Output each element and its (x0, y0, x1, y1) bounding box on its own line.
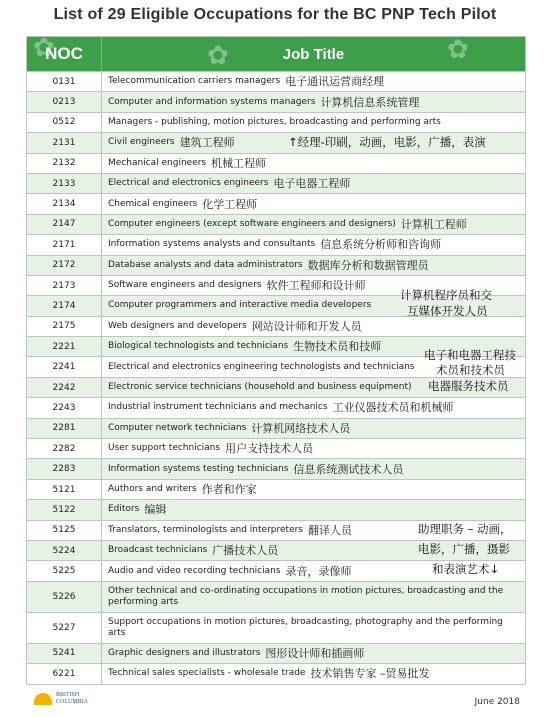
noc-code: 5224 (27, 541, 102, 560)
noc-code: 5125 (27, 521, 102, 540)
job-title-cell (102, 582, 525, 612)
job-title-en: Managers - publishing, motion pictures, broadcasting and performing arts (108, 116, 441, 127)
noc-code: 2281 (27, 419, 102, 438)
job-title-cn: 电子电器工程师 (273, 177, 351, 191)
noc-column-header: NOC (27, 37, 102, 71)
job-title-en: Computer engineers (except software engineers and designers) (108, 218, 396, 229)
job-title-cn: 网站设计师和开发人员 (251, 319, 362, 333)
job-title-en: Computer and information systems managers (108, 96, 316, 107)
table-row (27, 581, 525, 612)
job-title-en: Electrical and electronics engineering technologists and technicians (108, 361, 415, 372)
job-title-cn: 计算机网络技术人员 (251, 421, 351, 435)
job-title-en: Translators, terminologists and interpreters (108, 524, 303, 535)
job-title-cn: 化学工程师 (202, 197, 258, 211)
table-row (27, 193, 525, 213)
job-title-cn: 录音，录像师 (285, 564, 352, 578)
noc-code: 2283 (27, 459, 102, 478)
job-title-cell (102, 317, 525, 336)
table-row (27, 418, 525, 438)
job-title-cn: 数据库分析和数据管理员 (307, 258, 429, 272)
job-title-cn: 技术销售专家 –贸易批发 (310, 667, 430, 681)
job-title-en: Mechanical engineers (108, 157, 207, 168)
job-title-en: Biological technologists and technicians (108, 341, 289, 352)
table-row (27, 438, 525, 458)
table-row (27, 255, 525, 275)
job-title-cn: 编辑 (144, 503, 167, 517)
noc-code: 2243 (27, 398, 102, 417)
job-title-cn: 图形设计师和插画师 (265, 646, 365, 660)
logo-line1: BRITISH (56, 692, 80, 698)
noc-code: 2174 (27, 296, 102, 315)
job-title-cn: 广播技术人员 (212, 544, 279, 558)
job-title-cell (102, 72, 525, 91)
job-title-en: Electrical and electronics engineers (108, 178, 269, 189)
table-row (27, 71, 525, 91)
annotation-5226-line1: 助理职务 – 动画， (418, 522, 512, 536)
job-title-en: Civil engineers (108, 137, 175, 148)
annotation-2174-line1: 计算机程序员和交 (400, 288, 492, 302)
noc-code: 5122 (27, 500, 102, 519)
job-title-cell (102, 154, 525, 173)
job-title-cn: 翻译人员 (308, 523, 352, 537)
job-title-en: Support occupations in motion pictures, broadcasting, photography and the performing arts (108, 616, 503, 638)
job-title-cn: 生物技术员和技师 (293, 340, 382, 354)
table-row (27, 397, 525, 417)
table-row (27, 91, 525, 111)
job-title-en: Information systems analysts and consultants (108, 239, 316, 250)
table-row (27, 643, 525, 663)
annotation-2241-line2: 术员和技术员 (436, 363, 505, 377)
noc-code: 2134 (27, 194, 102, 213)
annotation-5226-line3: 和表演艺术↓ (432, 562, 500, 576)
job-title-en: Editors (108, 504, 140, 515)
job-title-en: Computer network technicians (108, 422, 247, 433)
annotation-5226-line2: 电影，广播，摄影 (418, 542, 510, 556)
annotation-2174-line2: 互媒体开发人员 (407, 304, 488, 318)
job-title-cn: 软件工程师和设计师 (266, 279, 366, 293)
job-title-cell (102, 613, 525, 643)
job-title-cell (102, 113, 525, 132)
job-title-cn: 建筑工程师 (179, 136, 235, 150)
noc-code: 5121 (27, 480, 102, 499)
annotation-2131: ↑经理-印刷，动画，电影，广播，表演 (288, 135, 486, 149)
table-row (27, 153, 525, 173)
noc-code: 2282 (27, 439, 102, 458)
noc-code: 5227 (27, 613, 102, 643)
bc-logo (34, 692, 88, 706)
footer (0, 692, 550, 714)
table-row (27, 458, 525, 478)
job-title-cn: 计算机信息系统管理 (320, 95, 420, 109)
job-title-cell (102, 644, 525, 663)
noc-code: 6221 (27, 664, 102, 683)
noc-code: 5226 (27, 582, 102, 612)
job-title-column-header: Job Title (282, 45, 345, 63)
job-title-cell (102, 174, 525, 193)
job-title-cn: 信息系统分析师和咨询师 (320, 238, 442, 252)
noc-code: 5225 (27, 561, 102, 580)
noc-code: 2133 (27, 174, 102, 193)
job-title-cell (102, 256, 525, 275)
job-title-en: Information systems testing technicians (108, 463, 289, 474)
noc-code: 2171 (27, 235, 102, 254)
job-title-en: Computer programmers and interactive media developers (108, 300, 372, 311)
table-row (27, 214, 525, 234)
page-title: List of 29 Eligible Occupations for the BC PNP Tech Pilot (53, 6, 497, 23)
table-row (27, 499, 525, 519)
table-row (27, 112, 525, 132)
job-title-en: Electronic service technicians (household and business equipment) (108, 382, 412, 393)
job-title-en: Database analysts and data administrators (108, 259, 303, 270)
table-row (27, 663, 525, 683)
noc-code: 2221 (27, 337, 102, 356)
annotation-2242: 电器服务技术员 (428, 379, 509, 393)
job-title-en: Audio and video recording technicians (108, 565, 281, 576)
job-title-en: Web designers and developers (108, 320, 247, 331)
job-title-en: User support technicians (108, 443, 221, 454)
job-title-cell (102, 480, 525, 499)
noc-code: 2175 (27, 317, 102, 336)
job-title-en: Industrial instrument technicians and mechanics (108, 402, 328, 413)
job-title-cell (102, 215, 525, 234)
job-title-cell (102, 194, 525, 213)
table-row (27, 234, 525, 254)
table-header (27, 37, 525, 71)
job-title-en: Graphic designers and illustrators (108, 647, 261, 658)
noc-code: 0512 (27, 113, 102, 132)
job-title-cn: 信息系统测试技术人员 (293, 462, 404, 476)
job-title-cn: 用户支持技术人员 (225, 442, 314, 456)
annotation-2241-line1: 电子和电器工程技 (424, 348, 516, 362)
job-title-cell (102, 235, 525, 254)
job-title-en: Broadcast technicians (108, 545, 208, 556)
table-row (27, 173, 525, 193)
table-row (27, 612, 525, 643)
noc-code: 2173 (27, 276, 102, 295)
job-title-en: Telecommunication carriers managers (108, 76, 281, 87)
noc-code: 0213 (27, 92, 102, 111)
date-label: June 2018 (474, 697, 520, 707)
logo-line2: COLUMBIA (56, 699, 89, 705)
job-title-en: Authors and writers (108, 484, 197, 494)
job-title-cell (102, 459, 525, 478)
noc-code: 0131 (27, 72, 102, 91)
job-title-cell (102, 398, 525, 417)
noc-code: 5241 (27, 644, 102, 663)
job-title-cell (102, 419, 525, 438)
job-title-cell (102, 500, 525, 519)
job-title-cn: 作者和作家 (201, 483, 257, 496)
noc-code: 2132 (27, 154, 102, 173)
table-row (27, 479, 525, 499)
maple-leaf-icon: ✿ (207, 41, 229, 71)
noc-code: 2147 (27, 215, 102, 234)
job-title-cell (102, 92, 525, 111)
job-title-cn: 计算机工程师 (400, 217, 467, 231)
job-title-cn: 电子通讯运营商经理 (285, 75, 385, 89)
job-title-en: Software engineers and designers (108, 280, 262, 291)
noc-code: 2241 (27, 357, 102, 376)
job-title-en: Technical sales specialists - wholesale trade (108, 668, 306, 679)
noc-code: 2242 (27, 378, 102, 397)
sun-icon (34, 693, 52, 705)
job-title-cn: 工业仪器技术员和机械师 (332, 401, 454, 415)
maple-leaf-icon: ✿ (33, 37, 55, 63)
job-title-cell (102, 664, 525, 683)
job-title-cn: 机械工程师 (211, 156, 267, 170)
job-title-en: Other technical and co-ordinating occupations in motion pictures, broadcasting and the performing arts (108, 585, 504, 607)
noc-code: 2131 (27, 133, 102, 152)
job-title-en: Chemical engineers (108, 198, 198, 209)
job-title-cell (102, 439, 525, 458)
noc-code: 2172 (27, 256, 102, 275)
maple-leaf-icon: ✿ (447, 37, 469, 65)
